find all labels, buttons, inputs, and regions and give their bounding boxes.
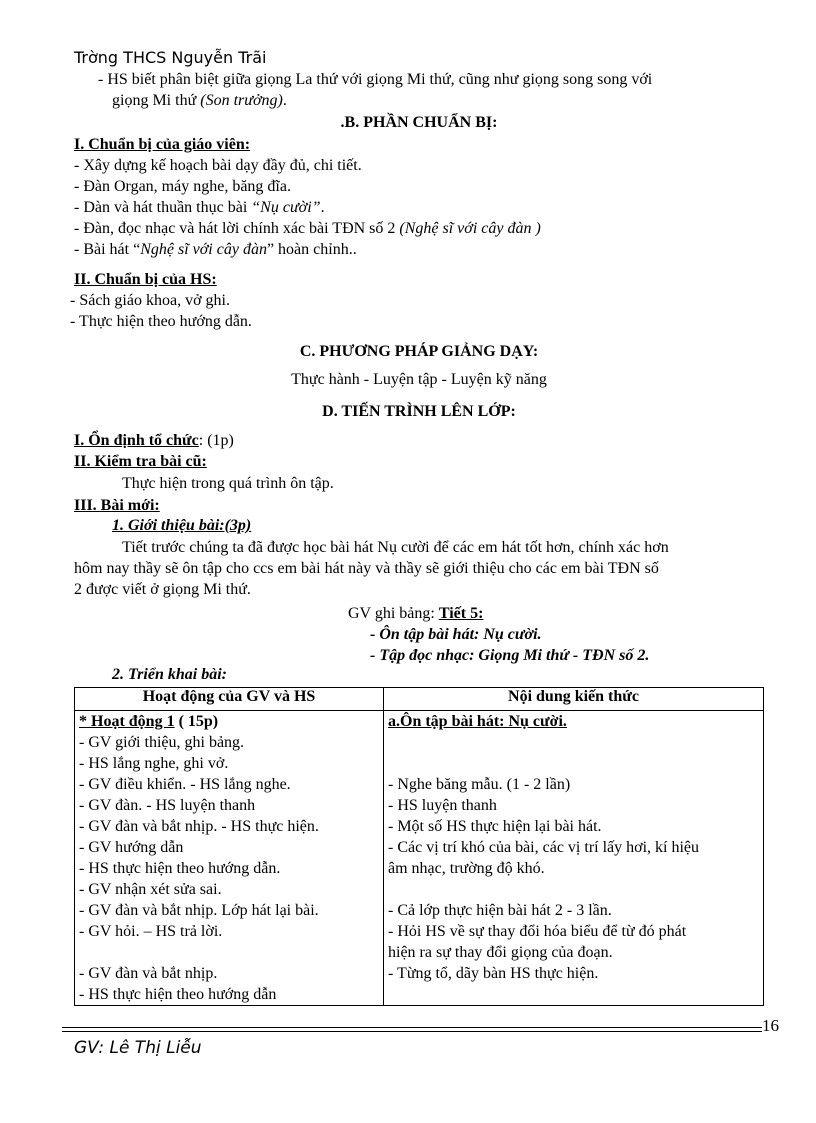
- item3-italic: “Nụ cười”: [251, 199, 321, 216]
- section-c-title: C. PHƯƠNG PHÁP GIẢNG DẠY:: [299, 343, 539, 360]
- check-old-lesson-heading: II. Kiểm tra bài cũ:: [74, 453, 207, 470]
- item5-end: ” hoàn chỉnh..: [266, 241, 357, 258]
- activity-title-label: * Hoạt động 1: [79, 713, 175, 730]
- page-number: 16: [762, 1016, 779, 1035]
- objective-italic: (Son trưởng): [200, 92, 283, 109]
- content-line: [388, 753, 759, 774]
- teaching-methods: Thực hành - Luyện tập - Luyện kỹ năng: [291, 371, 547, 388]
- intro-paragraph-line-1: Tiết trước chúng ta đã được học bài hát Nụ cười để các em hát tốt hơn, chính xác hơn: [122, 539, 669, 556]
- objective-line-1: - HS biết phân biệt giữa giọng La thứ với giọng Mi thứ, cũng như giọng song song với: [98, 71, 653, 88]
- objective-text: giọng Mi thứ: [112, 92, 201, 109]
- student-prep-item-2: - Thực hiện theo hướng dẫn.: [70, 313, 252, 330]
- activity-line: - HS thực hiện theo hướng dẫn.: [79, 860, 281, 877]
- col-header-content: Nội dung kiến thức: [384, 688, 764, 711]
- student-prep-item-1: - Sách giáo khoa, vở ghi.: [70, 292, 230, 309]
- board-label: GV ghi bảng:: [348, 605, 439, 622]
- content-line: - HS luyện thanh: [388, 797, 497, 814]
- footer-rule: [62, 1027, 762, 1028]
- content-line: [388, 732, 759, 753]
- item4-text: - Đàn, đọc nhạc và hát lời chính xác bài TĐN số 2: [74, 220, 400, 237]
- content-line: - Các vị trí khó của bài, các vị trí lấy hơi, kí hiệu: [388, 839, 700, 856]
- activity-title-time: ( 15p): [174, 713, 219, 730]
- board-lesson: Tiết 5:: [438, 605, 484, 622]
- content-line: - Một số HS thực hiện lại bài hát.: [388, 818, 602, 835]
- teacher-prep-item-5: [74, 241, 357, 259]
- activities-cell: [75, 711, 384, 1006]
- stabilize-heading: I. Ổn định tổ chức: [74, 432, 199, 449]
- content-line: [388, 984, 759, 1005]
- activity-line: - HS thực hiện theo hướng dẫn: [79, 986, 277, 1003]
- board-line-2: - Tập đọc nhạc: Giọng Mi thứ - TĐN số 2.: [370, 647, 650, 664]
- objective-end: .: [282, 92, 287, 109]
- student-prep-heading: II. Chuẩn bị của HS:: [74, 271, 217, 288]
- activity-line: - HS lắng nghe, ghi vở.: [79, 755, 229, 772]
- content-line: - Cả lớp thực hiện bài hát 2 - 3 lần.: [388, 902, 612, 919]
- activity-line: - GV hỏi. – HS trả lời.: [79, 923, 223, 940]
- item3-end: .: [320, 199, 325, 216]
- activity-line: - GV đàn và bắt nhịp. Lớp hát lại bài.: [79, 902, 319, 919]
- school-name: Trờng THCS Nguyễn Trãi: [74, 48, 267, 67]
- teacher-prep-item-1: - Xây dựng kế hoạch bài dạy đầy đủ, chi tiết.: [74, 157, 362, 174]
- item4-italic: (Nghệ sĩ với cây đàn ): [399, 220, 541, 237]
- content-line: - Từng tổ, dãy bàn HS thực hiện.: [388, 965, 599, 982]
- intro-paragraph-line-3: 2 được viết ở giọng Mi thứ.: [74, 581, 251, 598]
- section-b-title: .B. PHẦN CHUẨN BỊ:: [340, 114, 498, 131]
- teacher-prep-item-2: - Đàn Organ, máy nghe, băng đĩa.: [74, 178, 291, 195]
- content-line: - Nghe băng mẫu. (1 - 2 lần): [388, 776, 571, 793]
- content-title: a.Ôn tập bài hát: Nụ cười.: [388, 713, 567, 730]
- board-note: [348, 605, 483, 623]
- teacher-prep-item-4: [74, 220, 541, 238]
- activity-line: - GV nhận xét sửa sai.: [79, 881, 222, 898]
- footer-rule: [62, 1031, 762, 1032]
- stabilize-class: [74, 432, 234, 450]
- content-line: hiện ra sự thay đổi giọng của đoạn.: [388, 944, 613, 961]
- teacher-prep-heading: I. Chuẩn bị của giáo viên:: [74, 136, 251, 153]
- activity-table: [74, 687, 764, 1006]
- stabilize-time: : (1p): [198, 432, 234, 449]
- content-line: [388, 879, 759, 900]
- activity-line: - GV hướng dẫn: [79, 839, 184, 856]
- table-header-row: [75, 688, 764, 711]
- teacher-name: GV: Lê Thị Liễu: [74, 1038, 202, 1058]
- section-d-title: D. TIẾN TRÌNH LÊN LỚP:: [322, 403, 516, 420]
- content-line: - Hỏi HS về sự thay đổi hóa biểu để từ đó phát: [388, 923, 687, 940]
- activity-line: - GV điều khiển. - HS lắng nghe.: [79, 776, 291, 793]
- item3-text: - Dàn và hát thuần thục bài: [74, 199, 252, 216]
- new-lesson-heading: III. Bài mới:: [74, 497, 160, 514]
- activity-line: - GV giới thiệu, ghi bảng.: [79, 734, 245, 751]
- activity-line: [79, 942, 379, 963]
- item5-text: - Bài hát “: [74, 241, 141, 258]
- col-header-activities: Hoạt động của GV và HS: [75, 688, 384, 711]
- activity-line: - GV đàn. - HS luyện thanh: [79, 797, 256, 814]
- board-line-1: - Ôn tập bài hát: Nụ cười.: [370, 626, 542, 643]
- activity-line: - GV đàn và bắt nhịp.: [79, 965, 218, 982]
- check-old-lesson-text: Thực hiện trong quá trình ôn tập.: [122, 475, 334, 492]
- intro-paragraph-line-2: hôm nay thầy sẽ ôn tập cho ccs em bài hát này và thầy sẽ giới thiệu cho các em bài TĐN số: [74, 560, 659, 577]
- activity-title: [79, 711, 379, 732]
- item5-italic: Nghệ sĩ với cây đàn: [140, 241, 267, 258]
- table-row: [75, 711, 764, 1006]
- activity-line: - GV đàn và bắt nhịp. - HS thực hiện.: [79, 818, 319, 835]
- objective-line-2: [112, 92, 287, 110]
- content-cell: [384, 711, 764, 1006]
- content-line: âm nhạc, trường độ khó.: [388, 860, 545, 877]
- teacher-prep-item-3: [74, 199, 325, 217]
- introduction-heading: 1. Giới thiệu bài:(3p): [112, 517, 252, 534]
- deployment-heading: 2. Triển khai bài:: [112, 666, 227, 683]
